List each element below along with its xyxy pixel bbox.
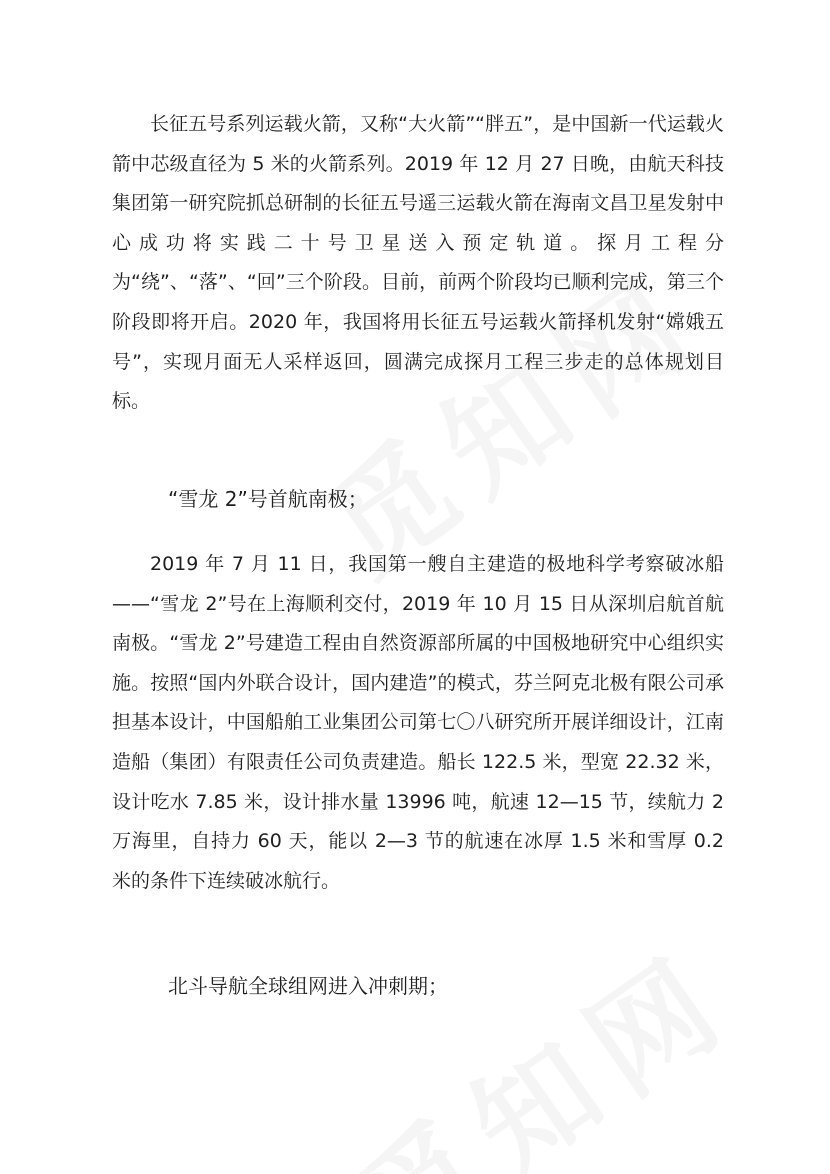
section-heading-beidou: 北斗导航全球组网进入冲刺期；: [168, 974, 448, 998]
paragraph-long-march-5: 长征五号系列运载火箭，又称“大火箭”“胖五”，是中国新一代运载火箭中芯级直径为 5 米的火箭系列。2019 年 12 月 27 日晚，由航天科技集团第一研究院抓总研制的长征五号遥三运载火箭在海南文昌卫星发射中心成功将实践二十号卫星送入预定轨道。探月工程分为“绕”、“落”、“回”三个阶段。目前，前两个阶段均已顺利完成，第三个阶段即将开启。2020 年，我国将用长征五号运载火箭择机发射“嫦娥五号”，实现月面无人采样返回，圆满完成探月工程三步走的总体规划目标。: [112, 113, 724, 413]
watermark: [319, 905, 762, 1174]
section-heading-xuelong-2: “雪龙 2”号首航南极；: [168, 487, 368, 511]
paragraph-xuelong-2: 2019 年 7 月 11 日，我国第一艘自主建造的极地科学考察破冰船——“雪龙 2”号在上海顺利交付，2019 年 10 月 15 日从深圳启航首航南极。“雪龙 2”号建造工程由自然资源部所属的中国极地研究中心组织实施。按照“国内外联合设计，国内建造”的模式，芬兰阿克北极有限公司承担基本设计，中国船舶工业集团公司第七〇八研究所开展详细设计，江南造船（集团）有限责任公司负责建造。船长 122.5 米，型宽 22.32 米，设计吃水 7.85 米，设计排水量 13996 吨，航速 12—15 节，续航力 2 万海里，自持力 60 天，能以 2—3 节的航速在冰厚 1.5 米和雪厚 0.2 米的条件下连续破冰航行。: [112, 553, 724, 892]
